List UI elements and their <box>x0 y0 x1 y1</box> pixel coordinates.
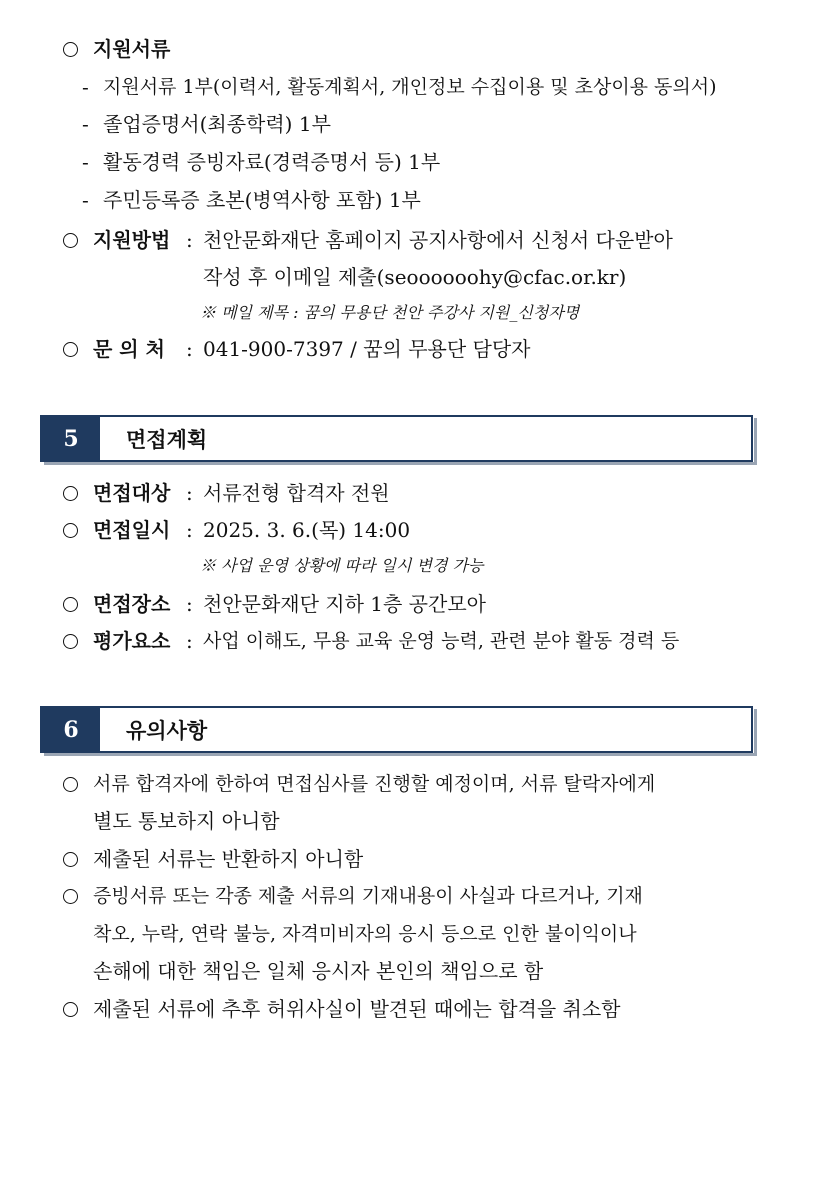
contact-text: 041-900-7397 / 꿈의 무용단 담당자 <box>203 337 531 361</box>
separator: : <box>186 592 193 616</box>
bullet-icon <box>63 597 78 612</box>
item-text: 사업 이해도, 무용 교육 운영 능력, 관련 분야 활동 경력 등 <box>203 630 680 652</box>
dash-icon: - <box>82 75 89 99</box>
bullet-icon <box>63 1002 78 1017</box>
bullet-icon <box>63 523 78 538</box>
section-header <box>40 706 753 753</box>
bullet-icon <box>63 852 78 867</box>
bullet-icon <box>63 342 78 357</box>
section-title: 면접계획 <box>126 427 208 452</box>
dash-icon: - <box>82 150 89 174</box>
notice-line: 제출된 서류에 추후 허위사실이 발견된 때에는 합격을 취소함 <box>93 997 621 1021</box>
separator: : <box>186 518 193 542</box>
docs-item: 주민등록증 초본(병역사항 포함) 1부 <box>103 188 421 212</box>
separator: : <box>186 481 193 505</box>
apply-note: ※ 메일 제목 : 꿈의 무용단 천안 주강사 지원_신청자명 <box>200 303 580 322</box>
item-label: 면접장소 <box>93 592 171 616</box>
notice-line: 서류 합격자에 한하여 면접심사를 진행할 예정이며, 서류 탈락자에게 <box>93 773 656 795</box>
item-text: 천안문화재단 지하 1층 공간모아 <box>203 592 486 616</box>
schedule-note: ※ 사업 운영 상황에 따라 일시 변경 가능 <box>200 556 484 575</box>
separator: : <box>186 629 193 653</box>
notice-line: 손해에 대한 책임은 일체 응시자 본인의 책임으로 함 <box>93 959 544 983</box>
docs-title: 지원서류 <box>93 37 171 61</box>
bullet-icon <box>63 634 78 649</box>
dash-icon: - <box>82 112 89 136</box>
separator: : <box>186 337 193 361</box>
bullet-icon <box>63 233 78 248</box>
docs-item: 지원서류 1부(이력서, 활동계획서, 개인정보 수집이용 및 초상이용 동의서) <box>103 76 717 98</box>
notice-line: 제출된 서류는 반환하지 아니함 <box>93 847 364 871</box>
bullet-icon <box>63 889 78 904</box>
item-label: 면접대상 <box>93 481 171 505</box>
separator: : <box>186 228 193 252</box>
item-label: 면접일시 <box>93 518 171 542</box>
item-text: 2025. 3. 6.(목) 14:00 <box>203 518 411 542</box>
apply-text: 천안문화재단 홈페이지 공지사항에서 신청서 다운받아 <box>203 228 673 252</box>
section-header <box>40 415 753 462</box>
dash-icon: - <box>82 188 89 212</box>
item-text: 서류전형 합격자 전원 <box>203 481 390 505</box>
item-label: 평가요소 <box>93 629 171 653</box>
section-number: 5 <box>42 417 100 460</box>
section-title: 유의사항 <box>126 718 208 743</box>
apply-text: 작성 후 이메일 제출(seoooooohy@cfac.or.kr) <box>203 265 627 289</box>
apply-label: 지원방법 <box>93 228 171 252</box>
docs-item: 졸업증명서(최종학력) 1부 <box>103 112 331 136</box>
bullet-icon <box>63 42 78 57</box>
notice-line: 증빙서류 또는 각종 제출 서류의 기재내용이 사실과 다르거나, 기재 <box>93 885 643 907</box>
notice-line: 착오, 누락, 연락 불능, 자격미비자의 응시 등으로 인한 불이익이나 <box>93 923 637 945</box>
section-number: 6 <box>42 708 100 751</box>
docs-item: 활동경력 증빙자료(경력증명서 등) 1부 <box>103 150 441 174</box>
bullet-icon <box>63 486 78 501</box>
bullet-icon <box>63 777 78 792</box>
contact-label: 문 의 처 <box>93 337 165 361</box>
notice-line: 별도 통보하지 아니함 <box>93 809 280 833</box>
